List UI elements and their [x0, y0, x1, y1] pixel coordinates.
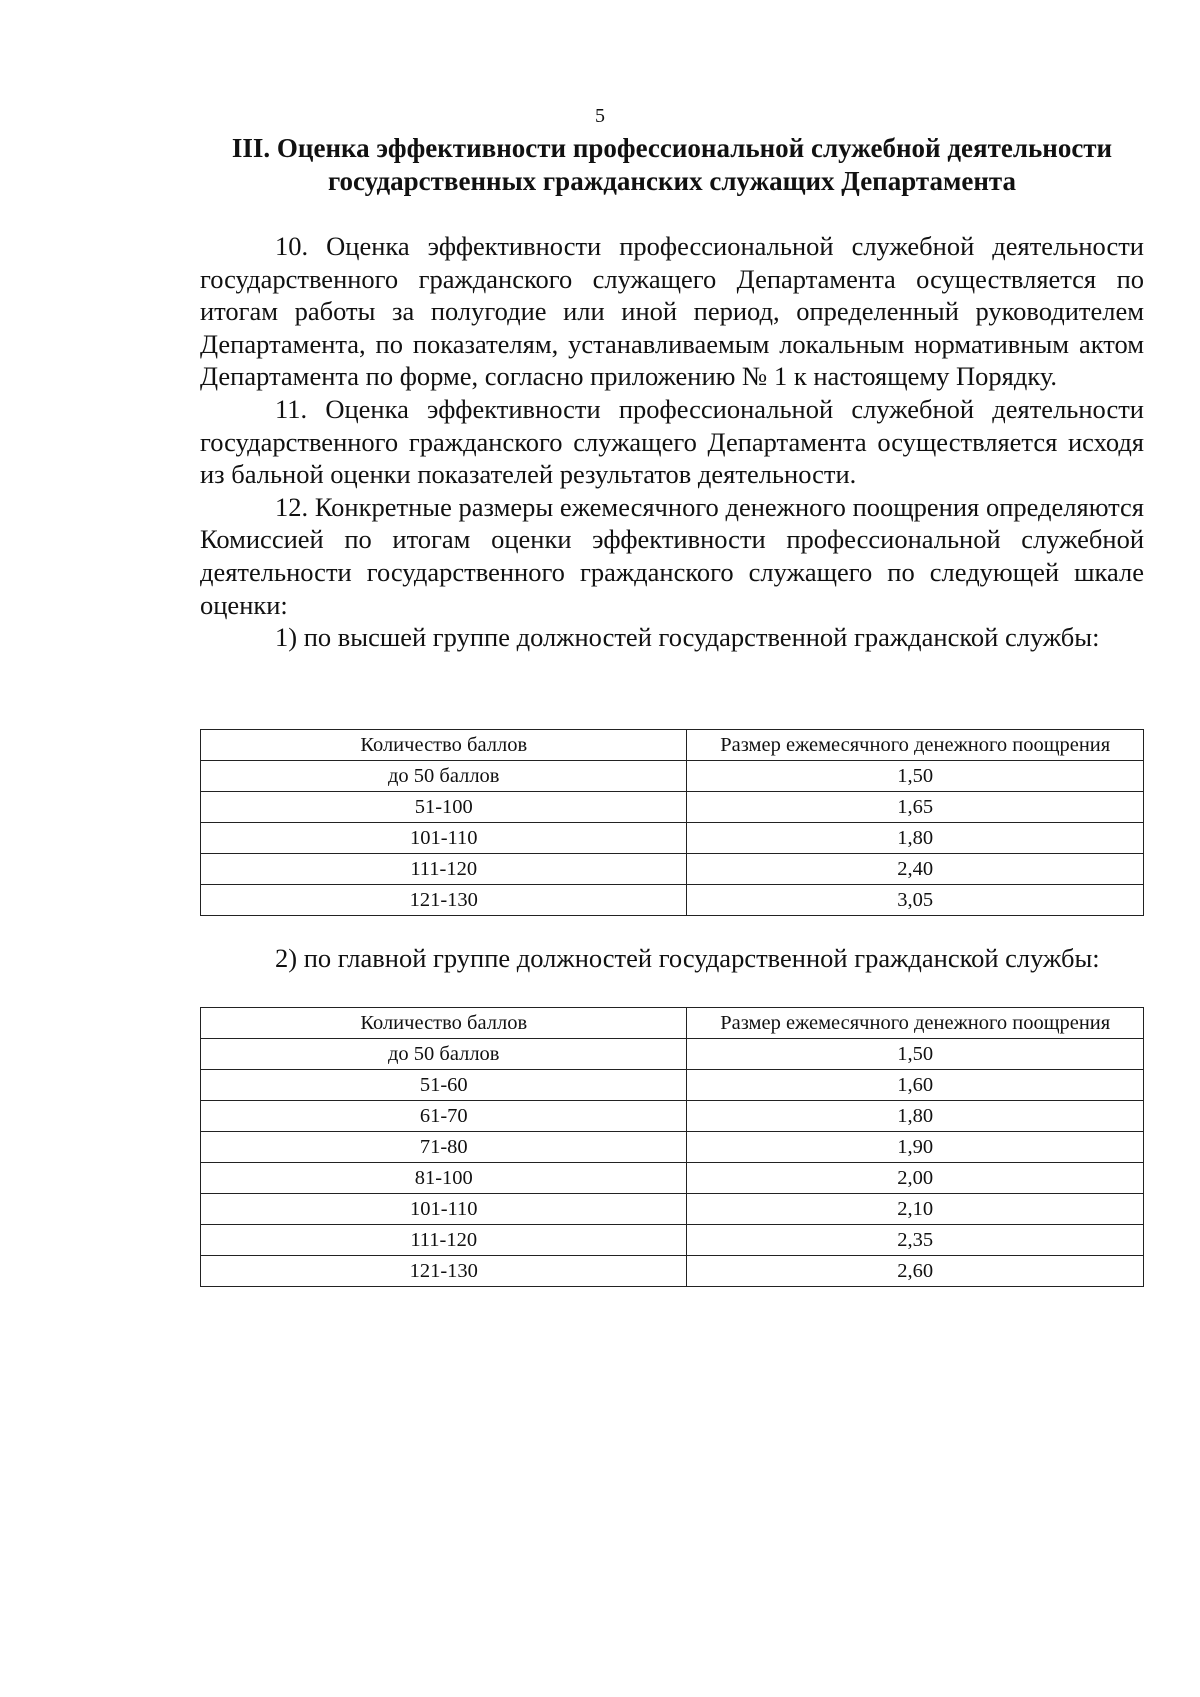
section-heading-line-2: государственных гражданских служащих Департамента	[327, 166, 1017, 196]
table-header-row	[201, 730, 1144, 761]
cell-points: 101-110	[201, 823, 687, 854]
column-header-points: Количество баллов	[201, 730, 687, 761]
cell-points: 101-110	[201, 1194, 687, 1225]
table-row	[201, 1070, 1144, 1101]
table-row	[201, 1039, 1144, 1070]
cell-bonus: 2,60	[687, 1256, 1144, 1287]
list-item-1: 1) по высшей группе должностей государственной гражданской службы:	[275, 622, 1100, 653]
column-header-points: Количество баллов	[201, 1008, 687, 1039]
section-heading-line-1: III. Оценка эффективности профессиональной служебной деятельности	[231, 133, 1113, 163]
cell-points: 61-70	[201, 1101, 687, 1132]
table-row	[201, 1132, 1144, 1163]
list-item-2: 2) по главной группе должностей государственной гражданской службы:	[275, 943, 1100, 973]
table-row	[201, 1194, 1144, 1225]
table-row	[201, 885, 1144, 916]
scale-table-main-group	[200, 1007, 1144, 1287]
body-text-block-2	[200, 942, 1144, 975]
table-body	[201, 761, 1144, 916]
cell-bonus: 2,00	[687, 1163, 1144, 1194]
table-row	[201, 1101, 1144, 1132]
cell-bonus: 1,60	[687, 1070, 1144, 1101]
cell-points: 121-130	[201, 885, 687, 916]
cell-bonus: 1,90	[687, 1132, 1144, 1163]
column-header-bonus: Размер ежемесячного денежного поощрения	[687, 730, 1144, 761]
column-header-bonus: Размер ежемесячного денежного поощрения	[687, 1008, 1144, 1039]
table-row	[201, 1256, 1144, 1287]
paragraph-11: 11. Оценка эффективности профессиональной служебной деятельности государственного гражданского служащего Департамента осуществляется исходя из бальной оценки показателей результатов деятельности.	[200, 393, 1144, 490]
cell-points: 81-100	[201, 1163, 687, 1194]
cell-bonus: 1,50	[687, 1039, 1144, 1070]
table-row	[201, 761, 1144, 792]
table-row	[201, 792, 1144, 823]
body-text-block-1	[200, 230, 1144, 654]
cell-points: 51-100	[201, 792, 687, 823]
cell-bonus: 2,10	[687, 1194, 1144, 1225]
table-header-row	[201, 1008, 1144, 1039]
cell-points: 111-120	[201, 854, 687, 885]
scale-table-highest-group	[200, 729, 1144, 916]
cell-points: 71-80	[201, 1132, 687, 1163]
cell-bonus: 2,35	[687, 1225, 1144, 1256]
cell-bonus: 2,40	[687, 854, 1144, 885]
cell-bonus: 1,80	[687, 1101, 1144, 1132]
cell-bonus: 1,80	[687, 823, 1144, 854]
table-row	[201, 823, 1144, 854]
cell-points: до 50 баллов	[201, 1039, 687, 1070]
cell-points: до 50 баллов	[201, 761, 687, 792]
paragraph-12: 12. Конкретные размеры ежемесячного денежного поощрения определяются Комиссией по итогам оценки эффективности профессиональной служебной деятельности государственного гражданского служащего по следующей шкале оценки:	[200, 491, 1144, 620]
cell-bonus: 1,50	[687, 761, 1144, 792]
cell-points: 111-120	[201, 1225, 687, 1256]
paragraph-10: 10. Оценка эффективности профессиональной служебной деятельности государственного гражданского служащего Департамента осуществляется по итогам работы за полугодие или иной период, определенный руководителем Департамента, по показателям, устанавливаемым локальным нормативным актом Департамента по форме, согласно приложению № 1 к настоящему Порядку.	[200, 231, 1144, 392]
section-heading	[200, 132, 1144, 198]
table-row	[201, 1163, 1144, 1194]
cell-bonus: 3,05	[687, 885, 1144, 916]
cell-bonus: 1,65	[687, 792, 1144, 823]
cell-points: 51-60	[201, 1070, 687, 1101]
table-row	[201, 854, 1144, 885]
table-row	[201, 1225, 1144, 1256]
cell-points: 121-130	[201, 1256, 687, 1287]
page-number: 5	[595, 105, 605, 127]
table-body	[201, 1039, 1144, 1287]
